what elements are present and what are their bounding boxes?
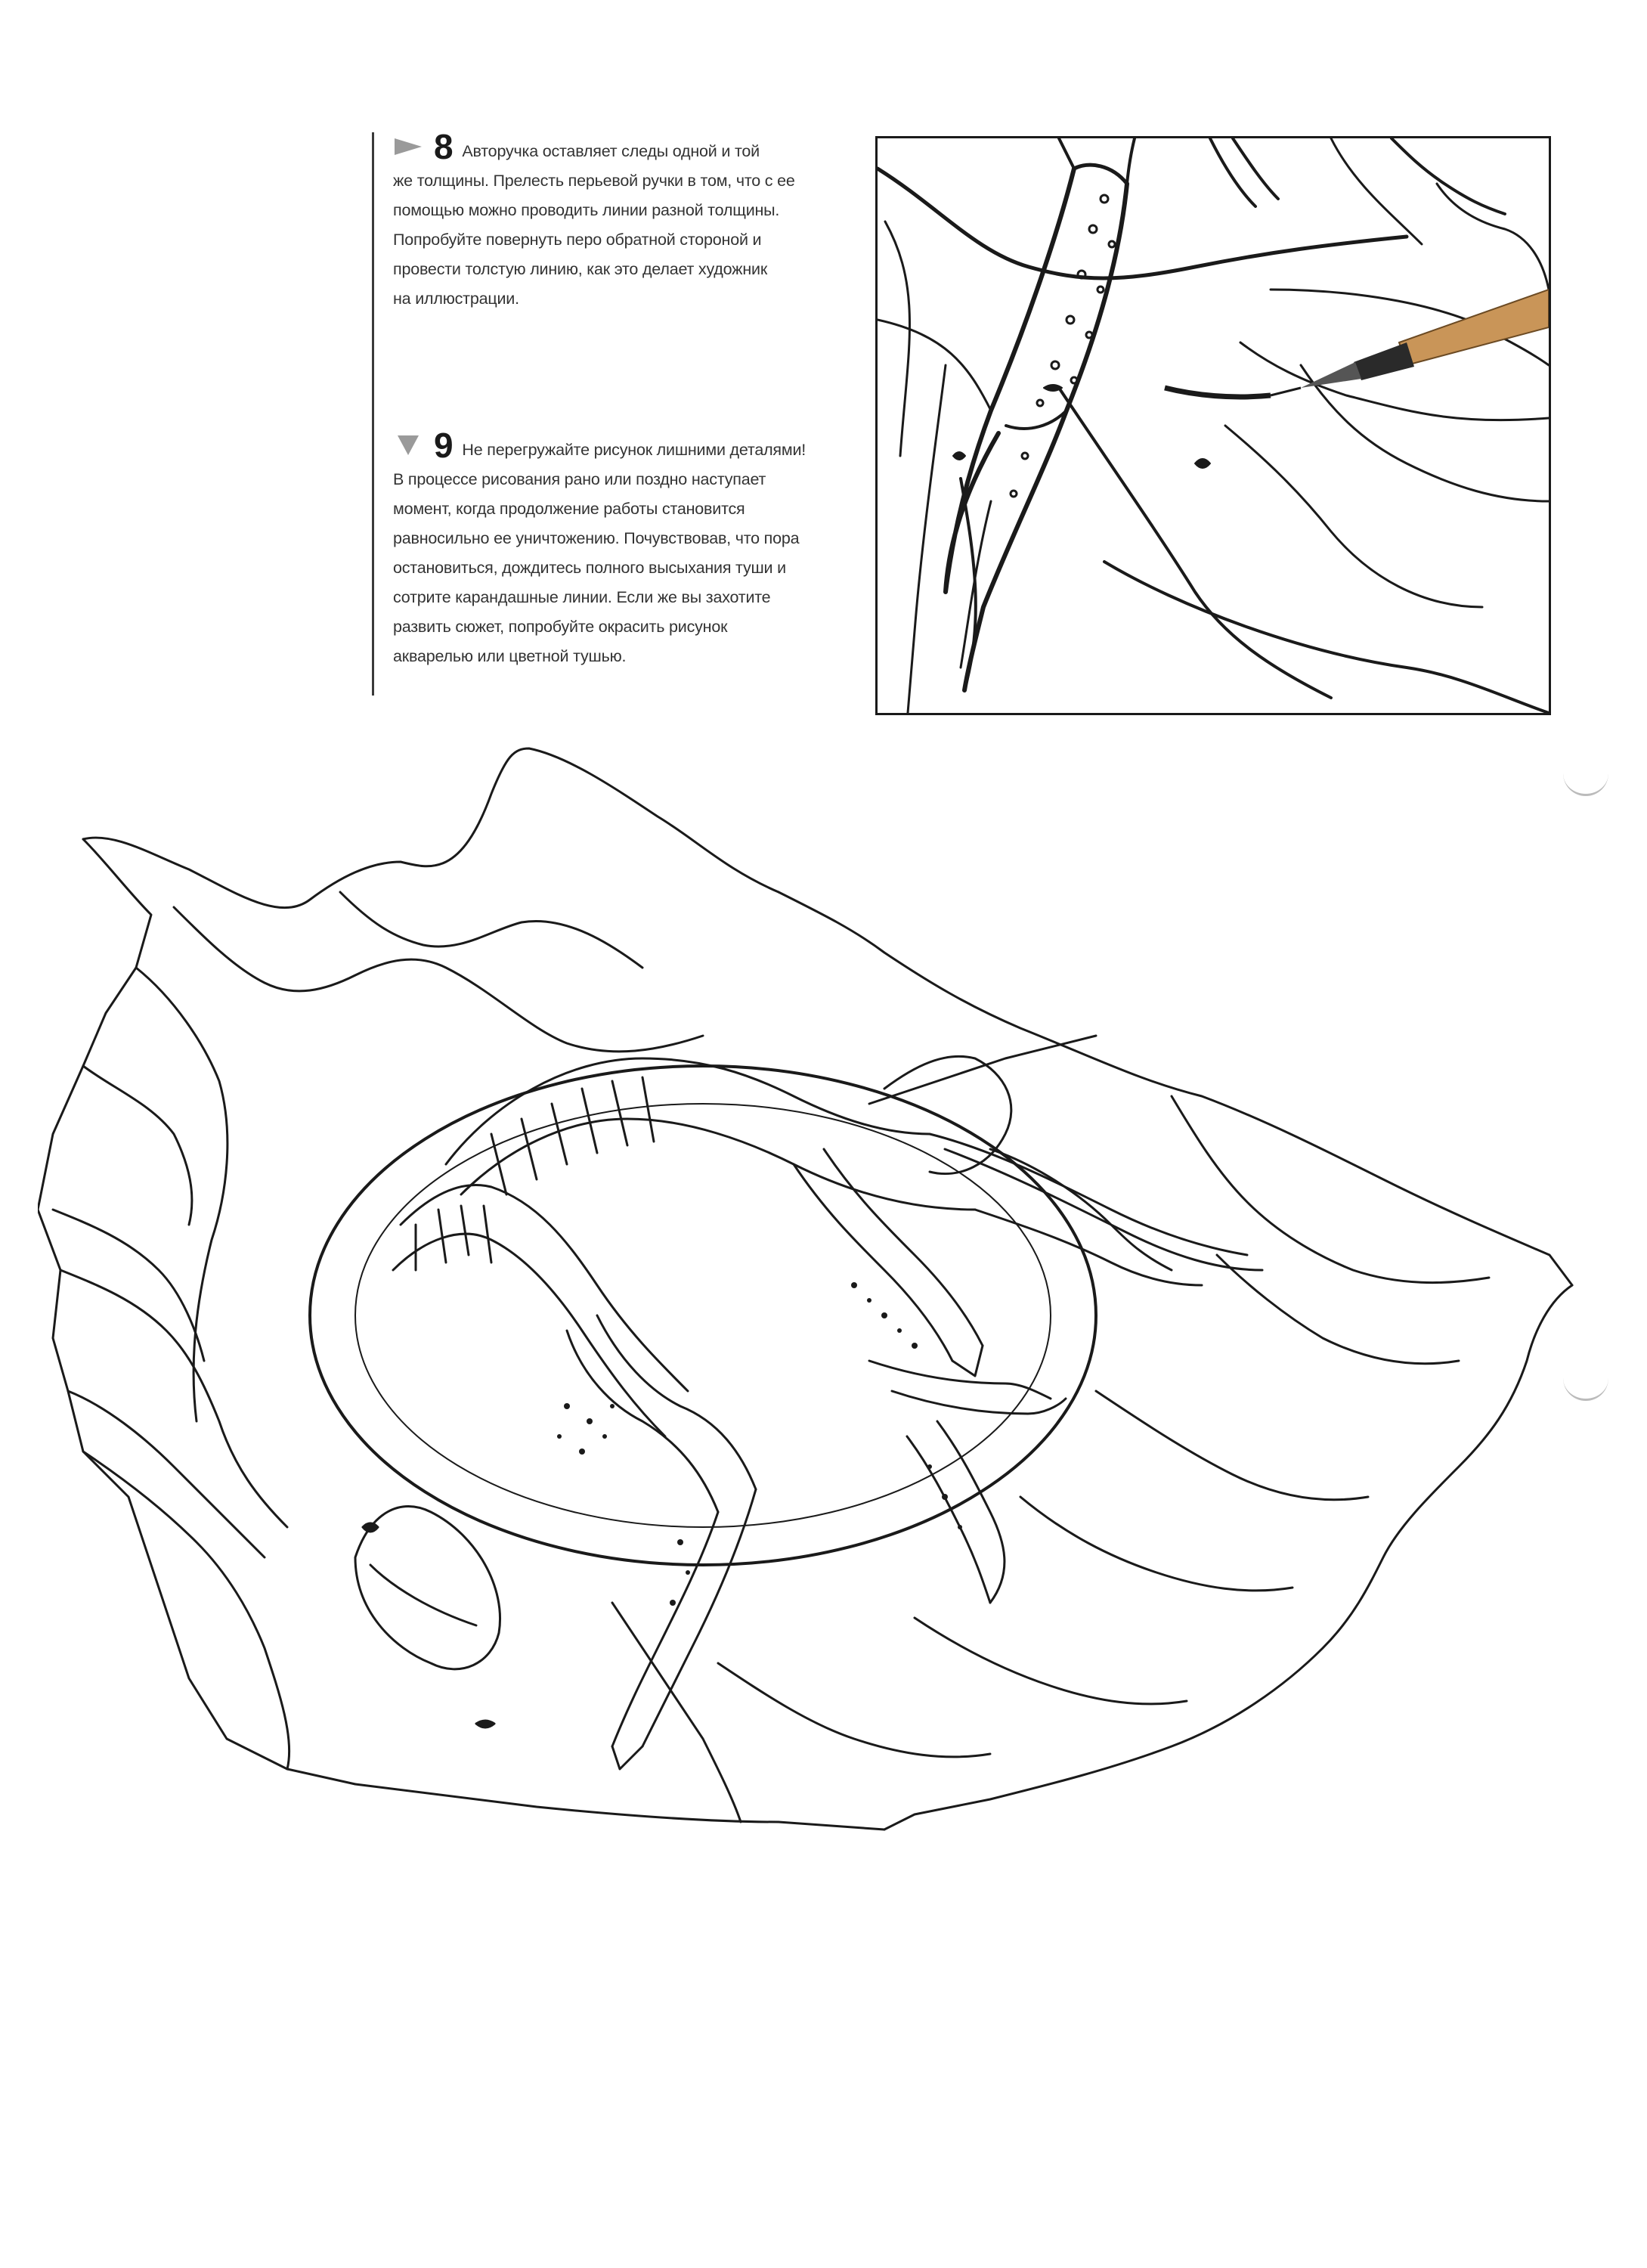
step-9 <box>393 426 877 671</box>
text-line: Авторучка оставляет следы одной и той <box>462 142 760 160</box>
step-number: 8 <box>434 127 454 166</box>
text-line: провести толстую линию, как это делает художник <box>393 260 768 278</box>
step-8-text <box>393 127 877 314</box>
step-9-text <box>393 426 877 671</box>
text-line: сотрите карандашные линии. Если же вы захотите <box>393 588 771 606</box>
text-line: равносильно ее уничтожению. Почувствовав, что пора <box>393 529 800 547</box>
step-number: 9 <box>434 426 454 465</box>
text-line: же толщины. Прелесть перьевой ручки в том, что с ее <box>393 172 795 190</box>
pen-drawing-image <box>878 138 1549 713</box>
margin-rule <box>372 132 374 696</box>
triangle-down-icon <box>393 434 423 457</box>
text-line: помощью можно проводить линии разной толщины. <box>393 201 780 219</box>
text-line: остановиться, дождитесь полного высыхания туши и <box>393 559 786 577</box>
text-line: момент, когда продолжение работы становится <box>393 500 745 518</box>
text-line: акварелью или цветной тушью. <box>393 647 627 665</box>
main-sketch <box>38 741 1610 2011</box>
text-line: Попробуйте повернуть перо обратной стороной и <box>393 231 762 249</box>
step-8 <box>393 127 877 314</box>
crayfish-sketch-image <box>38 741 1610 2011</box>
inset-illustration <box>875 136 1551 715</box>
text-line: В процессе рисования рано или поздно наступает <box>393 470 766 488</box>
pen-icon <box>1165 290 1549 397</box>
triangle-right-icon <box>393 135 423 158</box>
text-line: Не перегружайте рисунок лишними деталями! <box>462 441 806 459</box>
text-line: на иллюстрации. <box>393 290 519 308</box>
text-line: развить сюжет, попробуйте окрасить рисунок <box>393 618 728 636</box>
